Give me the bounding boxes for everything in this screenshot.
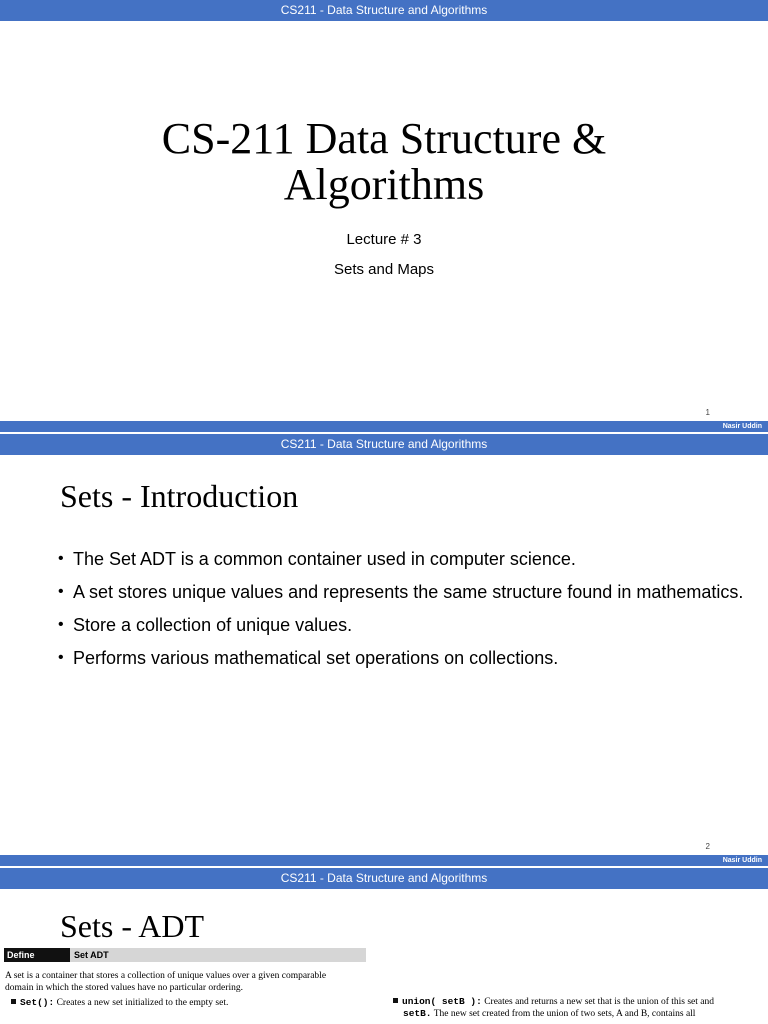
definition-line: domain in which the stored values have no particular ordering. [5, 983, 243, 993]
page-number: 2 [705, 842, 710, 851]
bullet-item: • A set stores unique values and represents the same structure found in mathematics. [58, 581, 748, 603]
bullet-list [58, 548, 748, 680]
operation-set [5, 997, 367, 1009]
operation-union [393, 996, 768, 1020]
title-line-1: CS-211 Data Structure & [161, 114, 607, 163]
page-number: 1 [705, 408, 710, 417]
slide-3 [0, 868, 768, 1024]
lecture-title [0, 116, 768, 208]
slide-header: CS211 - Data Structure and Algorithms [0, 434, 768, 455]
lecture-number: Lecture # 3 [346, 231, 422, 248]
square-bullet-icon [393, 998, 398, 1003]
operation-desc: The new set created from the union of two sets, A and B, contains all [433, 1009, 696, 1019]
operation-desc: Creates a new set initialized to the empty set. [56, 998, 229, 1008]
definition-line: A set is a container that stores a collection of unique values over a given comparable [5, 971, 327, 981]
author-name: Nasir Uddin [722, 857, 762, 864]
slide-title: Sets - ADT [60, 908, 204, 944]
square-bullet-icon [11, 999, 16, 1004]
bullet-item: • Performs various mathematical set operations on collections. [58, 647, 748, 669]
lecture-topic: Sets and Maps [333, 261, 435, 278]
define-name: Set ADT [74, 950, 109, 960]
slide-title: Sets - Introduction [60, 478, 299, 514]
operation-name: Set(): [20, 997, 55, 1008]
slide-1 [0, 0, 768, 432]
slide-footer [0, 421, 768, 432]
operation-code: setB. [403, 1008, 432, 1019]
definition-text [5, 970, 367, 1009]
definition-bar [4, 948, 366, 962]
slide-header: CS211 - Data Structure and Algorithms [0, 0, 768, 21]
author-name: Nasir Uddin [722, 423, 762, 430]
slide-header: CS211 - Data Structure and Algorithms [0, 868, 768, 889]
slide-footer [0, 855, 768, 866]
slide-2 [0, 434, 768, 866]
operation-desc: Creates and returns a new set that is the union of this set and [484, 997, 714, 1007]
bullet-item: • The Set ADT is a common container used in computer science. [58, 548, 748, 570]
operation-name: union( setB ): [402, 996, 482, 1007]
title-line-2: Algorithms [283, 160, 485, 209]
bullet-item: • Store a collection of unique values. [58, 614, 748, 636]
define-label: Define [4, 948, 70, 962]
